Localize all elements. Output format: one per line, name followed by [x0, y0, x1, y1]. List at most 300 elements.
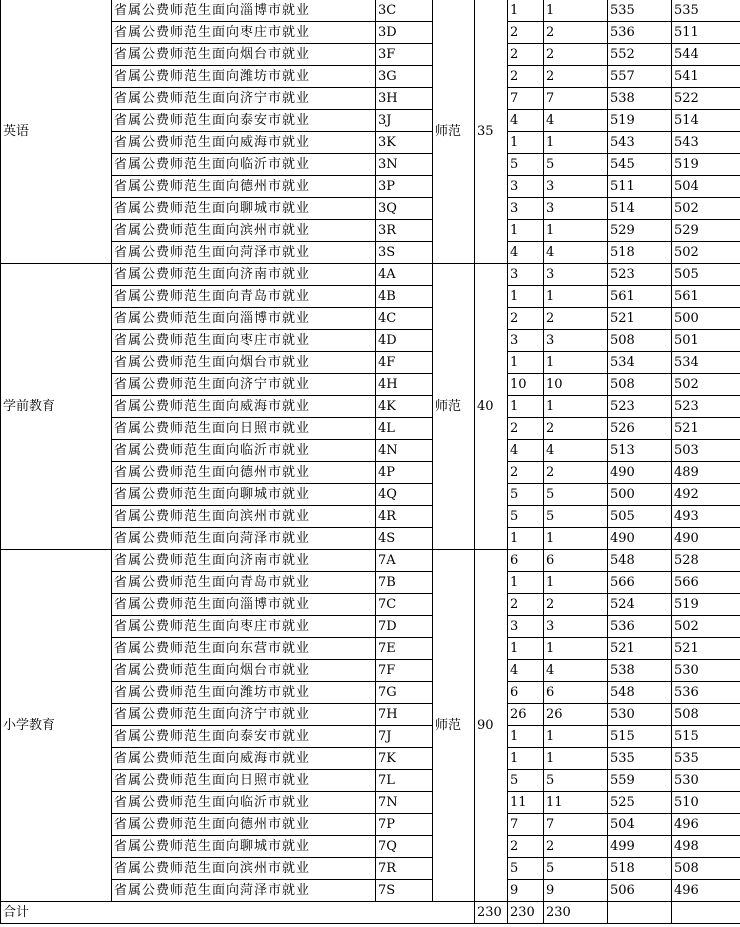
count-b-cell: 2	[544, 462, 608, 484]
plan-cell: 省属公费师范生面向威海市就业	[112, 132, 376, 154]
plan-cell: 省属公费师范生面向济南市就业	[112, 264, 376, 286]
plan-cell: 省属公费师范生面向临沂市就业	[112, 154, 376, 176]
table-row	[1, 462, 740, 484]
table-row	[1, 88, 740, 110]
table-row	[1, 858, 740, 880]
plan-cell: 省属公费师范生面向枣庄市就业	[112, 616, 376, 638]
code-cell: 3S	[376, 242, 433, 264]
max-score-cell: 525	[608, 792, 672, 814]
summary-max	[608, 902, 672, 924]
count-b-cell: 4	[544, 110, 608, 132]
min-score-cell: 500	[672, 308, 740, 330]
code-cell: 7J	[376, 726, 433, 748]
plan-cell: 省属公费师范生面向淄博市就业	[112, 308, 376, 330]
max-score-cell: 508	[608, 330, 672, 352]
count-a-cell: 6	[508, 682, 544, 704]
count-a-cell: 2	[508, 308, 544, 330]
code-cell: 7R	[376, 858, 433, 880]
count-a-cell: 5	[508, 484, 544, 506]
min-score-cell: 489	[672, 462, 740, 484]
code-cell: 7P	[376, 814, 433, 836]
max-score-cell: 518	[608, 242, 672, 264]
group-total-cell: 40	[475, 264, 508, 550]
plan-cell: 省属公费师范生面向枣庄市就业	[112, 330, 376, 352]
type-cell: 师范	[433, 550, 475, 902]
code-cell: 4P	[376, 462, 433, 484]
count-b-cell: 10	[544, 374, 608, 396]
max-score-cell: 543	[608, 132, 672, 154]
max-score-cell: 536	[608, 616, 672, 638]
max-score-cell: 535	[608, 748, 672, 770]
code-cell: 3D	[376, 22, 433, 44]
code-cell: 3H	[376, 88, 433, 110]
type-cell: 师范	[433, 264, 475, 550]
plan-cell: 省属公费师范生面向济宁市就业	[112, 88, 376, 110]
count-a-cell: 1	[508, 748, 544, 770]
plan-cell: 省属公费师范生面向东营市就业	[112, 638, 376, 660]
code-cell: 4B	[376, 286, 433, 308]
count-b-cell: 1	[544, 0, 608, 22]
plan-cell: 省属公费师范生面向威海市就业	[112, 748, 376, 770]
min-score-cell: 502	[672, 374, 740, 396]
count-b-cell: 1	[544, 748, 608, 770]
code-cell: 7G	[376, 682, 433, 704]
min-score-cell: 561	[672, 286, 740, 308]
count-b-cell: 2	[544, 66, 608, 88]
count-b-cell: 4	[544, 242, 608, 264]
max-score-cell: 530	[608, 704, 672, 726]
code-cell: 7S	[376, 880, 433, 902]
table-row	[1, 528, 740, 550]
code-cell: 7F	[376, 660, 433, 682]
count-b-cell: 1	[544, 220, 608, 242]
table-row	[1, 638, 740, 660]
table-row	[1, 770, 740, 792]
min-score-cell: 521	[672, 418, 740, 440]
table-row	[1, 616, 740, 638]
count-b-cell: 5	[544, 858, 608, 880]
max-score-cell: 538	[608, 660, 672, 682]
count-a-cell: 1	[508, 572, 544, 594]
count-a-cell: 1	[508, 638, 544, 660]
count-a-cell: 5	[508, 858, 544, 880]
code-cell: 7K	[376, 748, 433, 770]
count-a-cell: 10	[508, 374, 544, 396]
count-a-cell: 26	[508, 704, 544, 726]
table-row	[1, 66, 740, 88]
table-body	[1, 0, 740, 924]
count-b-cell: 5	[544, 154, 608, 176]
plan-cell: 省属公费师范生面向德州市就业	[112, 814, 376, 836]
plan-cell: 省属公费师范生面向滨州市就业	[112, 506, 376, 528]
count-a-cell: 1	[508, 0, 544, 22]
count-a-cell: 4	[508, 440, 544, 462]
max-score-cell: 548	[608, 550, 672, 572]
count-b-cell: 1	[544, 528, 608, 550]
table-row	[1, 660, 740, 682]
max-score-cell: 515	[608, 726, 672, 748]
max-score-cell: 524	[608, 594, 672, 616]
code-cell: 7B	[376, 572, 433, 594]
plan-cell: 省属公费师范生面向烟台市就业	[112, 660, 376, 682]
table-row	[1, 572, 740, 594]
min-score-cell: 514	[672, 110, 740, 132]
count-b-cell: 2	[544, 308, 608, 330]
plan-cell: 省属公费师范生面向菏泽市就业	[112, 242, 376, 264]
code-cell: 4D	[376, 330, 433, 352]
major-cell: 学前教育	[1, 264, 112, 550]
table-row	[1, 308, 740, 330]
major-cell: 英语	[1, 0, 112, 264]
count-b-cell: 1	[544, 132, 608, 154]
count-a-cell: 11	[508, 792, 544, 814]
summary-count-b: 230	[544, 902, 608, 924]
count-b-cell: 2	[544, 22, 608, 44]
min-score-cell: 511	[672, 22, 740, 44]
count-a-cell: 7	[508, 814, 544, 836]
max-score-cell: 538	[608, 88, 672, 110]
count-a-cell: 2	[508, 594, 544, 616]
count-a-cell: 3	[508, 616, 544, 638]
code-cell: 3G	[376, 66, 433, 88]
code-cell: 3N	[376, 154, 433, 176]
table-row	[1, 264, 740, 286]
min-score-cell: 521	[672, 638, 740, 660]
max-score-cell: 521	[608, 308, 672, 330]
min-score-cell: 501	[672, 330, 740, 352]
count-a-cell: 6	[508, 550, 544, 572]
count-a-cell: 2	[508, 418, 544, 440]
code-cell: 3F	[376, 44, 433, 66]
min-score-cell: 502	[672, 242, 740, 264]
min-score-cell: 544	[672, 44, 740, 66]
code-cell: 3C	[376, 0, 433, 22]
count-a-cell: 1	[508, 396, 544, 418]
table-row	[1, 352, 740, 374]
max-score-cell: 511	[608, 176, 672, 198]
code-cell: 7E	[376, 638, 433, 660]
type-cell: 师范	[433, 0, 475, 264]
count-a-cell: 2	[508, 22, 544, 44]
max-score-cell: 535	[608, 0, 672, 22]
plan-cell: 省属公费师范生面向青岛市就业	[112, 572, 376, 594]
max-score-cell: 500	[608, 484, 672, 506]
major-cell: 小学教育	[1, 550, 112, 902]
code-cell: 4K	[376, 396, 433, 418]
plan-cell: 省属公费师范生面向滨州市就业	[112, 858, 376, 880]
min-score-cell: 496	[672, 814, 740, 836]
plan-cell: 省属公费师范生面向聊城市就业	[112, 836, 376, 858]
code-cell: 7A	[376, 550, 433, 572]
summary-label: 合计	[1, 902, 475, 924]
count-b-cell: 26	[544, 704, 608, 726]
min-score-cell: 530	[672, 770, 740, 792]
code-cell: 7D	[376, 616, 433, 638]
table-row	[1, 154, 740, 176]
table-row	[1, 792, 740, 814]
count-b-cell: 7	[544, 814, 608, 836]
code-cell: 7L	[376, 770, 433, 792]
plan-cell: 省属公费师范生面向潍坊市就业	[112, 682, 376, 704]
count-b-cell: 5	[544, 506, 608, 528]
count-b-cell: 5	[544, 770, 608, 792]
plan-cell: 省属公费师范生面向淄博市就业	[112, 594, 376, 616]
table-row	[1, 682, 740, 704]
count-a-cell: 1	[508, 352, 544, 374]
table-row	[1, 726, 740, 748]
count-a-cell: 1	[508, 726, 544, 748]
count-b-cell: 3	[544, 264, 608, 286]
count-b-cell: 1	[544, 396, 608, 418]
min-score-cell: 502	[672, 198, 740, 220]
max-score-cell: 523	[608, 396, 672, 418]
summary-row	[1, 902, 740, 924]
count-b-cell: 2	[544, 594, 608, 616]
plan-cell: 省属公费师范生面向德州市就业	[112, 176, 376, 198]
count-b-cell: 1	[544, 572, 608, 594]
plan-cell: 省属公费师范生面向临沂市就业	[112, 792, 376, 814]
table-row	[1, 22, 740, 44]
code-cell: 4R	[376, 506, 433, 528]
plan-cell: 省属公费师范生面向菏泽市就业	[112, 528, 376, 550]
max-score-cell: 536	[608, 22, 672, 44]
count-a-cell: 4	[508, 242, 544, 264]
min-score-cell: 530	[672, 660, 740, 682]
min-score-cell: 496	[672, 880, 740, 902]
code-cell: 4A	[376, 264, 433, 286]
table-row	[1, 594, 740, 616]
table-row	[1, 836, 740, 858]
summary-min	[672, 902, 740, 924]
count-b-cell: 1	[544, 352, 608, 374]
count-b-cell: 3	[544, 616, 608, 638]
count-a-cell: 5	[508, 506, 544, 528]
min-score-cell: 541	[672, 66, 740, 88]
max-score-cell: 505	[608, 506, 672, 528]
count-a-cell: 1	[508, 528, 544, 550]
count-b-cell: 3	[544, 176, 608, 198]
plan-cell: 省属公费师范生面向淄博市就业	[112, 0, 376, 22]
min-score-cell: 528	[672, 550, 740, 572]
plan-cell: 省属公费师范生面向烟台市就业	[112, 44, 376, 66]
min-score-cell: 535	[672, 748, 740, 770]
count-a-cell: 1	[508, 132, 544, 154]
count-a-cell: 9	[508, 880, 544, 902]
min-score-cell: 505	[672, 264, 740, 286]
code-cell: 7H	[376, 704, 433, 726]
max-score-cell: 561	[608, 286, 672, 308]
group-total-cell: 90	[475, 550, 508, 902]
table-row	[1, 176, 740, 198]
count-a-cell: 1	[508, 220, 544, 242]
code-cell: 3R	[376, 220, 433, 242]
table-row	[1, 506, 740, 528]
min-score-cell: 543	[672, 132, 740, 154]
table-row	[1, 880, 740, 902]
count-b-cell: 6	[544, 682, 608, 704]
code-cell: 3P	[376, 176, 433, 198]
max-score-cell: 519	[608, 110, 672, 132]
plan-cell: 省属公费师范生面向济宁市就业	[112, 374, 376, 396]
min-score-cell: 508	[672, 704, 740, 726]
max-score-cell: 557	[608, 66, 672, 88]
min-score-cell: 534	[672, 352, 740, 374]
plan-cell: 省属公费师范生面向聊城市就业	[112, 198, 376, 220]
code-cell: 4N	[376, 440, 433, 462]
max-score-cell: 499	[608, 836, 672, 858]
min-score-cell: 492	[672, 484, 740, 506]
count-a-cell: 3	[508, 198, 544, 220]
count-b-cell: 2	[544, 418, 608, 440]
min-score-cell: 536	[672, 682, 740, 704]
max-score-cell: 523	[608, 264, 672, 286]
count-b-cell: 5	[544, 484, 608, 506]
plan-cell: 省属公费师范生面向济南市就业	[112, 550, 376, 572]
min-score-cell: 510	[672, 792, 740, 814]
max-score-cell: 552	[608, 44, 672, 66]
count-b-cell: 2	[544, 44, 608, 66]
table-row	[1, 198, 740, 220]
table-row	[1, 220, 740, 242]
min-score-cell: 522	[672, 88, 740, 110]
table-row	[1, 132, 740, 154]
summary-count-a: 230	[508, 902, 544, 924]
code-cell: 4H	[376, 374, 433, 396]
max-score-cell: 529	[608, 220, 672, 242]
count-b-cell: 3	[544, 198, 608, 220]
table-row	[1, 440, 740, 462]
code-cell: 4C	[376, 308, 433, 330]
code-cell: 4F	[376, 352, 433, 374]
min-score-cell: 508	[672, 858, 740, 880]
summary-total: 230	[475, 902, 508, 924]
code-cell: 4L	[376, 418, 433, 440]
count-b-cell: 9	[544, 880, 608, 902]
max-score-cell: 490	[608, 462, 672, 484]
min-score-cell: 566	[672, 572, 740, 594]
count-a-cell: 3	[508, 330, 544, 352]
min-score-cell: 493	[672, 506, 740, 528]
count-a-cell: 7	[508, 88, 544, 110]
max-score-cell: 559	[608, 770, 672, 792]
plan-cell: 省属公费师范生面向日照市就业	[112, 418, 376, 440]
count-a-cell: 5	[508, 154, 544, 176]
max-score-cell: 521	[608, 638, 672, 660]
max-score-cell: 526	[608, 418, 672, 440]
plan-cell: 省属公费师范生面向威海市就业	[112, 396, 376, 418]
code-cell: 4Q	[376, 484, 433, 506]
count-a-cell: 2	[508, 66, 544, 88]
table-row	[1, 330, 740, 352]
min-score-cell: 519	[672, 594, 740, 616]
code-cell: 3J	[376, 110, 433, 132]
min-score-cell: 519	[672, 154, 740, 176]
min-score-cell: 523	[672, 396, 740, 418]
plan-cell: 省属公费师范生面向枣庄市就业	[112, 22, 376, 44]
count-b-cell: 4	[544, 440, 608, 462]
table-row	[1, 286, 740, 308]
max-score-cell: 545	[608, 154, 672, 176]
table-row	[1, 396, 740, 418]
code-cell: 7N	[376, 792, 433, 814]
min-score-cell: 535	[672, 0, 740, 22]
table-row	[1, 242, 740, 264]
plan-cell: 省属公费师范生面向烟台市就业	[112, 352, 376, 374]
min-score-cell: 504	[672, 176, 740, 198]
count-a-cell: 4	[508, 110, 544, 132]
max-score-cell: 534	[608, 352, 672, 374]
min-score-cell: 502	[672, 616, 740, 638]
table-row	[1, 484, 740, 506]
count-a-cell: 4	[508, 660, 544, 682]
max-score-cell: 513	[608, 440, 672, 462]
count-a-cell: 2	[508, 462, 544, 484]
plan-cell: 省属公费师范生面向潍坊市就业	[112, 66, 376, 88]
table-row	[1, 374, 740, 396]
plan-cell: 省属公费师范生面向青岛市就业	[112, 286, 376, 308]
count-a-cell: 5	[508, 770, 544, 792]
count-b-cell: 4	[544, 660, 608, 682]
count-b-cell: 2	[544, 836, 608, 858]
plan-cell: 省属公费师范生面向聊城市就业	[112, 484, 376, 506]
code-cell: 7C	[376, 594, 433, 616]
table-row	[1, 0, 740, 22]
plan-cell: 省属公费师范生面向菏泽市就业	[112, 880, 376, 902]
min-score-cell: 498	[672, 836, 740, 858]
table-row	[1, 44, 740, 66]
plan-cell: 省属公费师范生面向德州市就业	[112, 462, 376, 484]
count-b-cell: 3	[544, 330, 608, 352]
min-score-cell: 515	[672, 726, 740, 748]
count-a-cell: 1	[508, 286, 544, 308]
max-score-cell: 518	[608, 858, 672, 880]
max-score-cell: 548	[608, 682, 672, 704]
max-score-cell: 506	[608, 880, 672, 902]
count-b-cell: 6	[544, 550, 608, 572]
count-b-cell: 11	[544, 792, 608, 814]
min-score-cell: 490	[672, 528, 740, 550]
count-a-cell: 2	[508, 44, 544, 66]
max-score-cell: 508	[608, 374, 672, 396]
table-row	[1, 748, 740, 770]
max-score-cell: 566	[608, 572, 672, 594]
table-row	[1, 814, 740, 836]
table-row	[1, 110, 740, 132]
plan-cell: 省属公费师范生面向滨州市就业	[112, 220, 376, 242]
plan-cell: 省属公费师范生面向泰安市就业	[112, 110, 376, 132]
code-cell: 4S	[376, 528, 433, 550]
code-cell: 3Q	[376, 198, 433, 220]
plan-cell: 省属公费师范生面向临沂市就业	[112, 440, 376, 462]
table-row	[1, 550, 740, 572]
group-total-cell: 35	[475, 0, 508, 264]
count-b-cell: 1	[544, 726, 608, 748]
code-cell: 3K	[376, 132, 433, 154]
count-a-cell: 3	[508, 264, 544, 286]
plan-cell: 省属公费师范生面向泰安市就业	[112, 726, 376, 748]
count-b-cell: 7	[544, 88, 608, 110]
count-b-cell: 1	[544, 286, 608, 308]
count-b-cell: 1	[544, 638, 608, 660]
max-score-cell: 504	[608, 814, 672, 836]
plan-cell: 省属公费师范生面向日照市就业	[112, 770, 376, 792]
plan-cell: 省属公费师范生面向济宁市就业	[112, 704, 376, 726]
count-a-cell: 2	[508, 836, 544, 858]
max-score-cell: 514	[608, 198, 672, 220]
count-a-cell: 3	[508, 176, 544, 198]
table-row	[1, 704, 740, 726]
min-score-cell: 503	[672, 440, 740, 462]
